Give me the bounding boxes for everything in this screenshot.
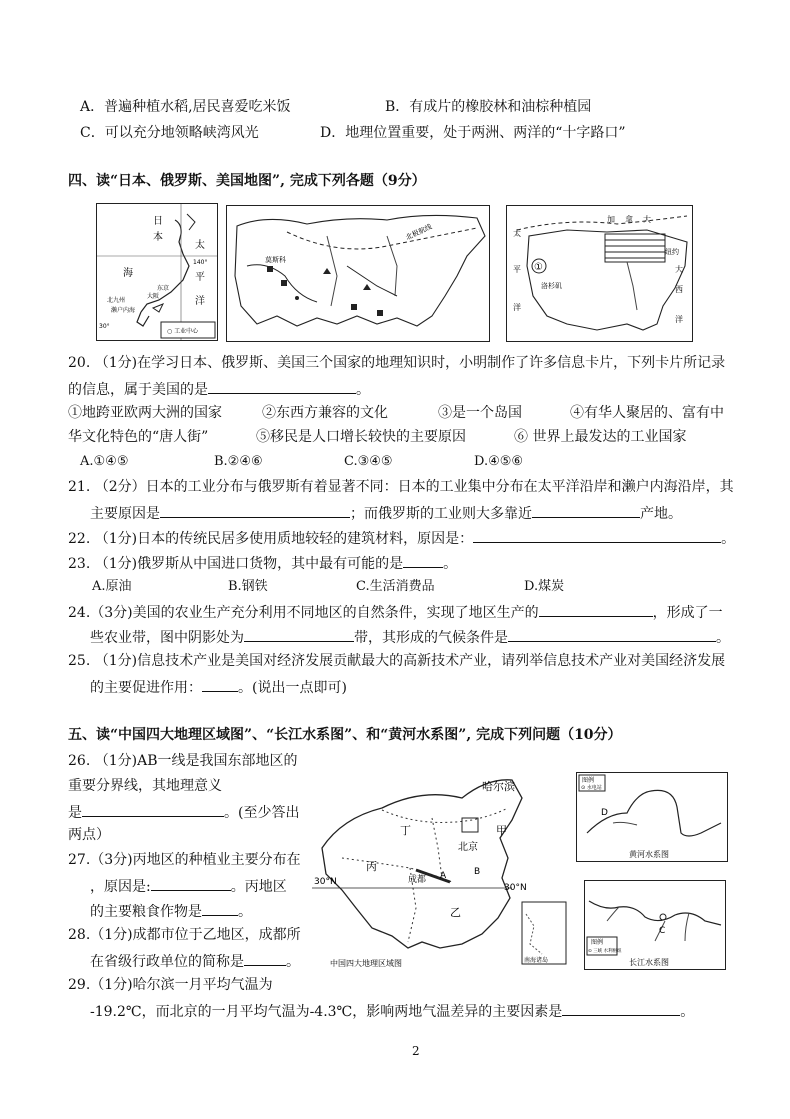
yellow-map-title: 黄河水系图 <box>629 850 669 859</box>
q27-line1: 27.（3分)丙地区的种植业主要分布在 <box>68 852 301 868</box>
russia-map <box>226 205 490 342</box>
china-label-a: A <box>440 871 447 881</box>
q20-line1: 20. （1分)在学习日本、俄罗斯、美国三个国家的地理知识时，小明制作了许多信息卡片，下列卡片所记录 <box>68 355 726 371</box>
china-label-ding: 丁 <box>400 824 411 837</box>
yangtze-map <box>584 880 726 970</box>
japan-label-tai: 太 <box>195 240 205 251</box>
q25-line2: 的主要促进作用： 。(说出一点即可) <box>90 677 347 697</box>
q28-blank[interactable] <box>244 951 286 966</box>
q20-choice-a[interactable]: A.①④⑤ <box>80 454 129 469</box>
yangtze-map-title: 长江水系图 <box>629 958 669 967</box>
japan-label-seto: 濑户内海 <box>111 307 136 314</box>
japan-label-ben: 本 <box>153 232 163 243</box>
q27-blank1[interactable] <box>151 876 231 891</box>
china-label-harbin: 哈尔滨 <box>482 780 515 793</box>
q29-blank[interactable] <box>562 1001 680 1016</box>
yellow-river-map <box>576 772 728 862</box>
china-label-chengdu: 成都 <box>408 875 427 885</box>
q20-item6: ⑥ 世界上最发达的工业国家 <box>514 429 687 445</box>
q29-line1: 29.（1分)哈尔滨一月平均气温为 <box>68 977 273 993</box>
q26-line3: 是 。(至少答出 <box>68 802 299 822</box>
yellow-legend-item: ⊙ 水电站 <box>581 785 602 791</box>
japan-label-140: 140° <box>193 259 208 266</box>
q20-item4: ④有华人聚居的、富有中 <box>570 405 724 421</box>
q23-choice-b[interactable]: B.钢铁 <box>228 579 268 594</box>
yangtze-legend-title: 图例 <box>591 939 604 946</box>
china-map-title: 中国四大地理区域图 <box>330 959 402 968</box>
usa-label-ny: 纽约 <box>665 248 679 256</box>
q21-blank2[interactable] <box>532 503 640 518</box>
q21-line1: 21. （2分）日本的工业分布与俄罗斯有着显著不同：日本的工业集中分布在太平洋沿岸和濑户内海沿岸，其 <box>68 479 734 495</box>
usa-label-atlantic3: 洋 <box>675 315 683 324</box>
q20-line2: 的信息，属于美国的是 。 <box>68 379 370 399</box>
china-label-jia: 甲 <box>496 824 507 837</box>
q20-choice-c[interactable]: C.③④⑤ <box>344 454 393 469</box>
q24-line2: 些农业带，图中阴影处为 带，其形成的气候条件是 。 <box>90 627 730 647</box>
section4-title: 四、读“日本、俄罗斯、美国地图”, 完成下列各题（9分） <box>68 173 426 189</box>
usa-label-atlantic1: 大 <box>675 265 683 274</box>
q26-line4: 两点） <box>68 827 110 843</box>
q27-line3: 的主要粮食作物是 。 <box>90 901 252 921</box>
q29-line2: -19.2℃，而北京的一月平均气温为-4.3℃，影响两地气温差异的主要因素是 。 <box>90 1001 694 1021</box>
yangtze-legend-item: ⊙ 三峡 水利枢纽 <box>588 949 622 954</box>
usa-label-pacific1: 太 <box>513 229 521 238</box>
option-b: B．有成片的橡胶林和油棕种植园 <box>385 99 592 115</box>
japan-label-hai: 海 <box>123 268 133 279</box>
q21-line2: 主要原因是 ；而俄罗斯的工业则大多靠近 产地。 <box>90 503 682 523</box>
q22-blank[interactable] <box>473 528 721 543</box>
q23-blank[interactable] <box>403 553 443 568</box>
russia-label-moscow: 莫斯科 <box>265 256 286 264</box>
japan-map <box>96 203 218 341</box>
q26-line1: 26. （1分)AB一线是我国东部地区的 <box>68 753 298 769</box>
japan-label-tokyo: 东京 <box>157 285 170 292</box>
q27-line2: ，原因是: 。丙地区 <box>90 876 287 896</box>
q21-blank1[interactable] <box>160 503 350 518</box>
japan-label-kitakyushu: 北九州 <box>107 297 126 304</box>
china-label-30n-left: 30°N <box>314 877 337 887</box>
japan-label-osaka: 大阪 <box>147 293 160 300</box>
china-label-b: B <box>474 867 481 877</box>
q23-line: 23. （1分)俄罗斯从中国进口货物，其中最有可能的是 。 <box>68 553 457 573</box>
section5-title: 五、读“中国四大地理区域图”、“长江水系图”、和“黄河水系图”, 完成下列问题（10分） <box>68 727 622 743</box>
yellow-legend-title: 图例 <box>582 777 595 784</box>
china-regions-map <box>312 758 572 972</box>
q25-blank[interactable] <box>202 677 238 692</box>
usa-label-na: 拿 <box>625 215 633 224</box>
option-c: C．可以充分地领略峡湾风光 <box>80 125 259 141</box>
page-number: 2 <box>412 1044 420 1058</box>
q20-item3: ③是一个岛国 <box>438 405 522 421</box>
usa-label-atlantic2: 西 <box>675 285 683 294</box>
q20-item2: ②东西方兼容的文化 <box>262 405 388 421</box>
usa-label-la: 洛杉矶 <box>541 282 562 290</box>
q20-item1: ①地跨亚欧两大洲的国家 <box>68 405 222 421</box>
q20-choice-b[interactable]: B.②④⑥ <box>214 454 263 469</box>
option-a: A．普遍种植水稻,居民喜爱吃米饭 <box>80 99 291 115</box>
china-label-bing: 丙 <box>366 860 377 873</box>
usa-label-pacific3: 洋 <box>513 303 521 312</box>
china-label-south-sea: 南海诸岛 <box>524 957 549 964</box>
russia-label-arctic-route: 北极航线 <box>404 222 434 242</box>
usa-label-da: 大 <box>643 215 651 224</box>
china-label-beijing: 北京 <box>458 842 478 853</box>
q24-blank1[interactable] <box>539 602 653 617</box>
usa-label-pacific2: 平 <box>513 265 521 274</box>
china-label-yi: 乙 <box>450 906 461 919</box>
q25-line1: 25. （1分)信息技术产业是美国对经济发展贡献最大的高新技术产业，请列举信息技术产业对美国经济发展 <box>68 653 726 669</box>
q28-line2: 在省级行政单位的简称是 。 <box>90 951 300 971</box>
japan-label-yang: 洋 <box>195 296 205 307</box>
japan-label-ping: 平 <box>195 272 205 283</box>
q20-item4-cont: 华文化特色的“唐人街” <box>68 429 209 445</box>
usa-map <box>506 205 693 342</box>
china-label-30n-right: 30°N <box>504 883 527 893</box>
q23-choice-d[interactable]: D.煤炭 <box>524 579 565 594</box>
q24-blank3[interactable] <box>508 627 716 642</box>
q28-line1: 28.（1分)成都市位于乙地区，成都所 <box>68 927 301 943</box>
yangtze-label-c: C <box>659 926 666 936</box>
q26-line2: 重要分界线，其地理意义 <box>68 778 222 794</box>
q24-line1: 24.（3分)美国的农业生产充分利用不同地区的自然条件，实现了地区生产的 ，形成了一 <box>68 602 723 622</box>
q23-choice-a[interactable]: A.原油 <box>92 579 132 594</box>
option-d: D．地理位置重要，处于两洲、两洋的“十字路口” <box>320 125 626 141</box>
usa-label-jia: 加 <box>607 215 615 224</box>
q24-blank2[interactable] <box>244 627 354 642</box>
q22-line: 22. （1分)日本的传统民居多使用质地较轻的建筑材料，原因是： 。 <box>68 528 735 548</box>
q20-blank[interactable] <box>208 379 356 394</box>
q20-item5: ⑤移民是人口增长较快的主要原因 <box>256 429 466 445</box>
q23-choice-c[interactable]: C.生活消费品 <box>356 579 435 594</box>
usa-label-circle1: ① <box>534 262 543 273</box>
q20-choice-d[interactable]: D.④⑤⑥ <box>474 454 524 469</box>
q27-blank2[interactable] <box>202 901 238 916</box>
q26-blank[interactable] <box>82 802 224 817</box>
japan-legend: ○ 工业中心 <box>167 328 199 335</box>
japan-label-30: 30° <box>99 323 110 330</box>
japan-label-ri: 日 <box>153 216 163 227</box>
yellow-label-d: D <box>601 808 608 818</box>
